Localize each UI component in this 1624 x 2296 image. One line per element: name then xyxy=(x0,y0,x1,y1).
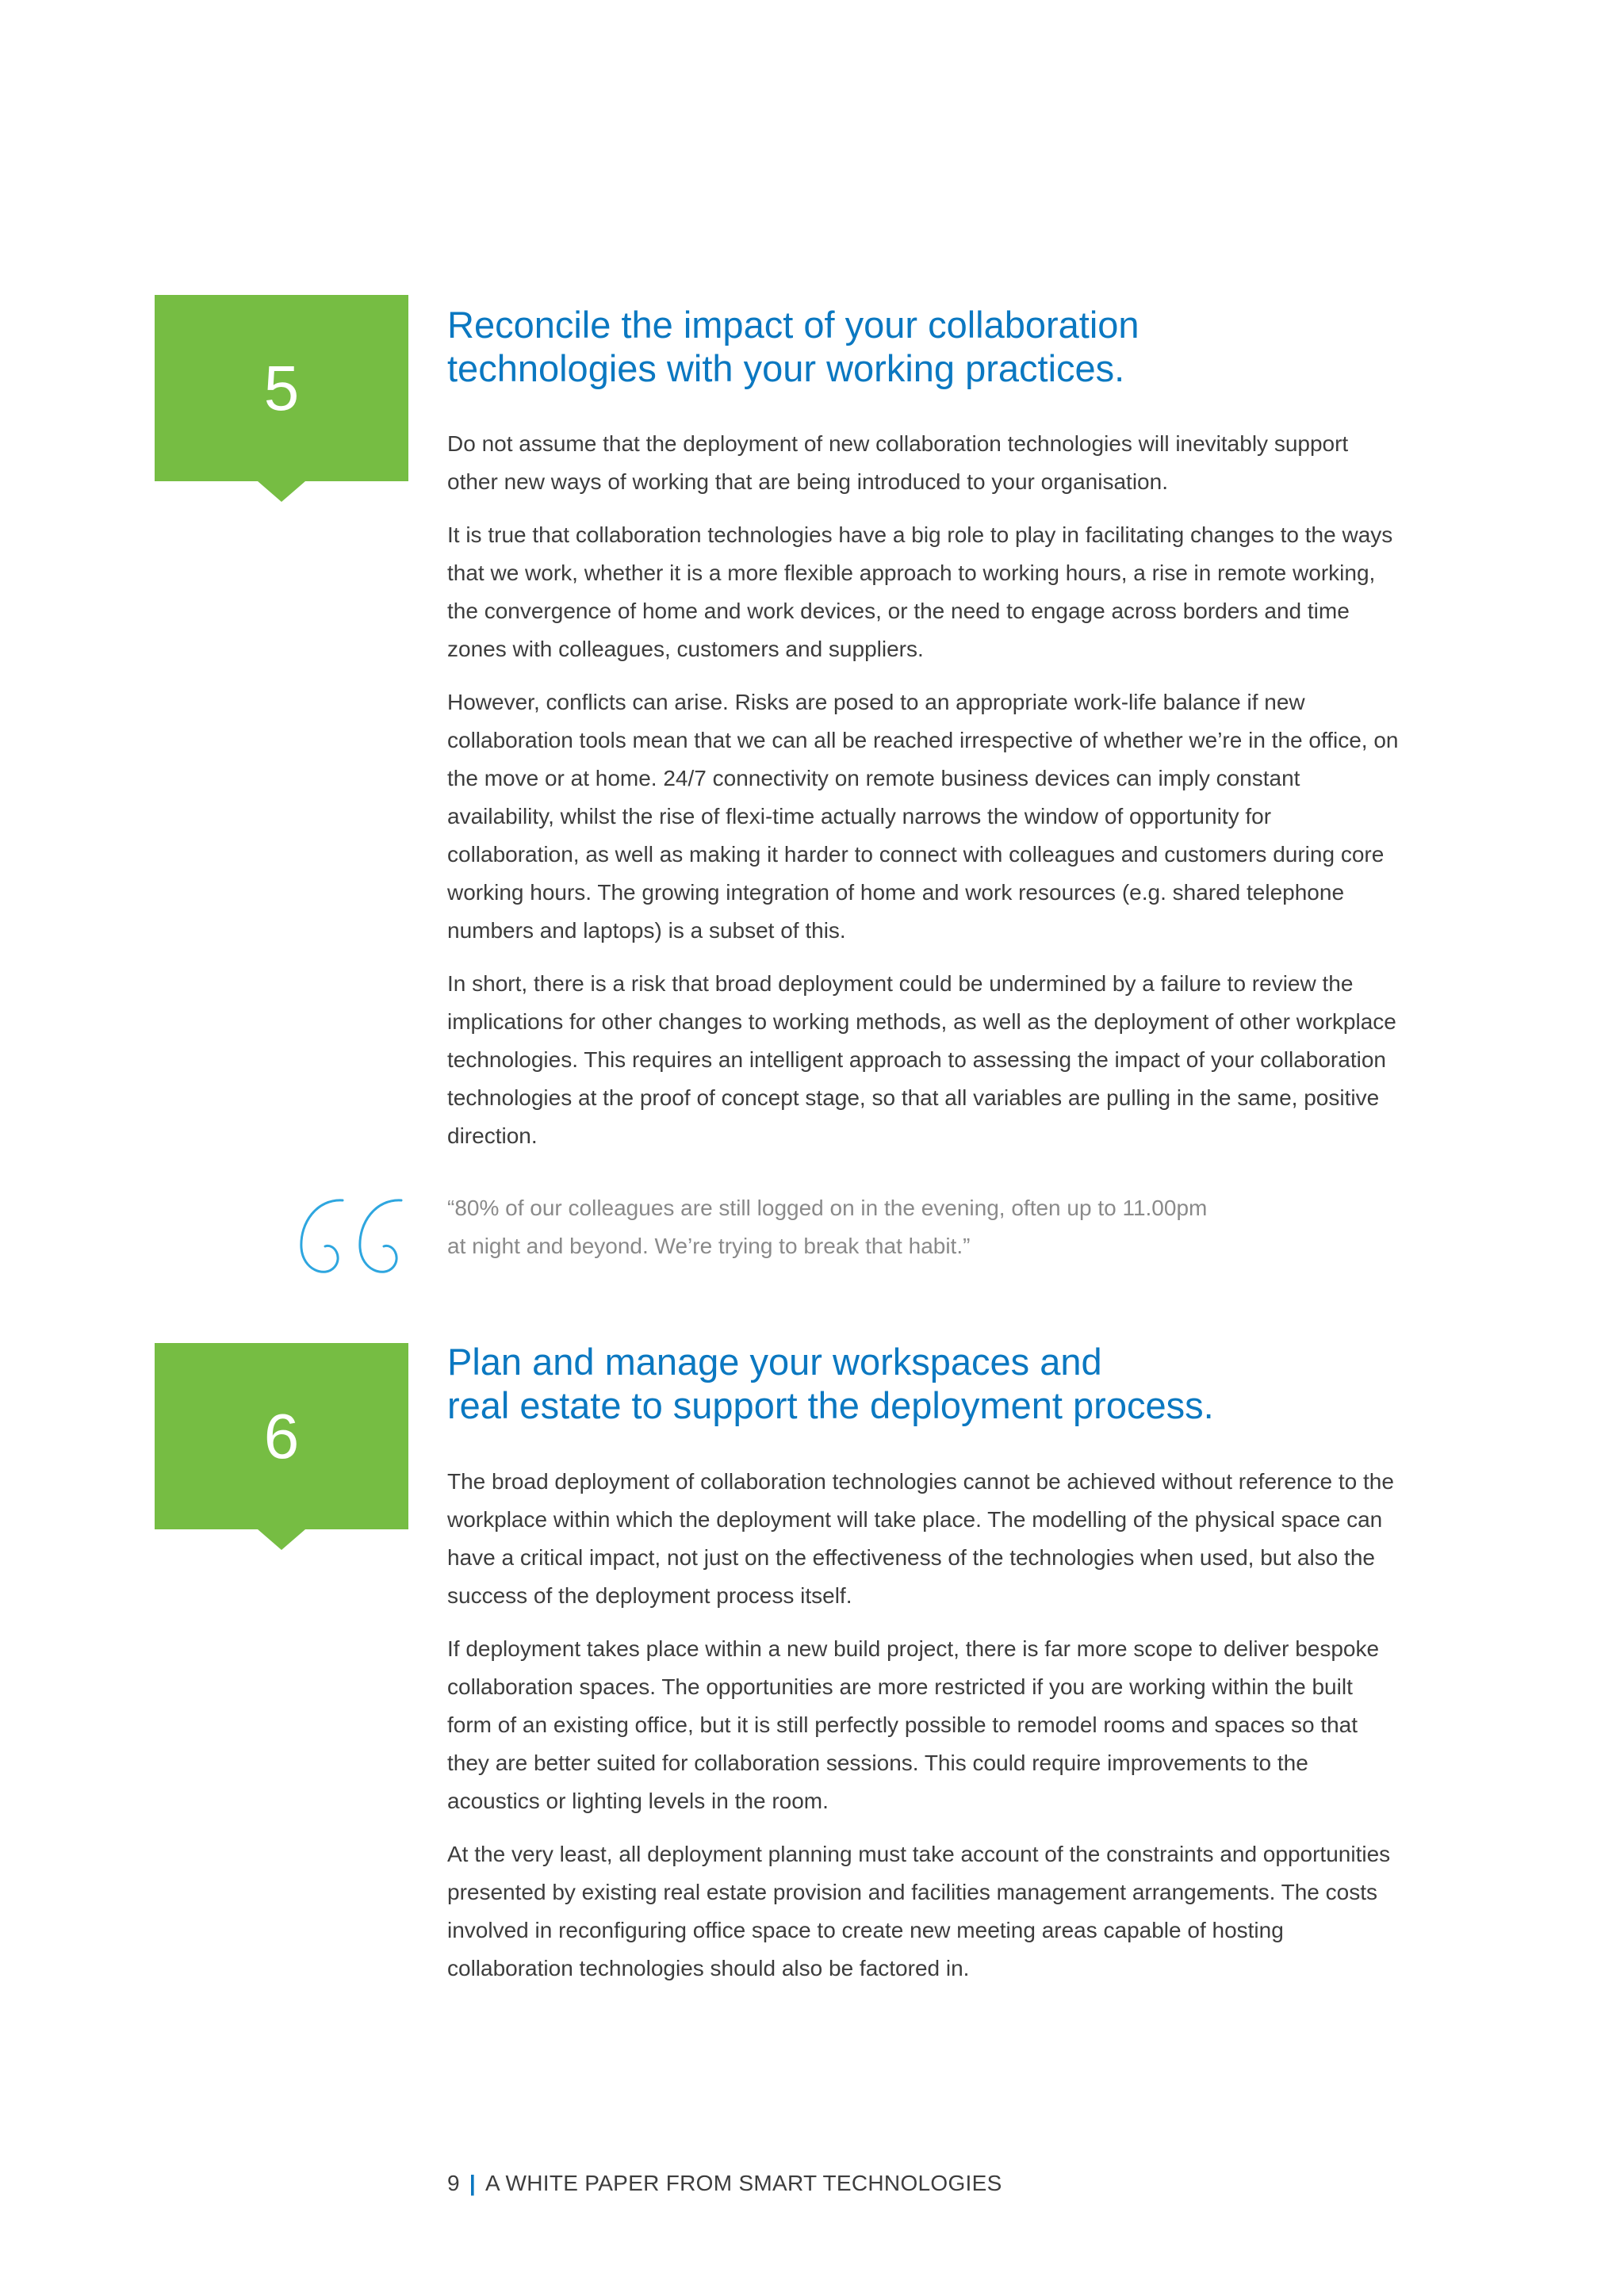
paragraph: At the very least, all deployment planning must take account of the constraints and opportunities presented by existing real estate provision and facilities management arrangements. The costs involved in reconfiguring office space to create new meeting areas capable of hosting collaboration technologies should also be factored in. xyxy=(447,1842,1391,1980)
section-heading xyxy=(447,303,1399,390)
page-number: 9 xyxy=(447,2171,460,2195)
paragraph: In short, there is a risk that broad deployment could be undermined by a failure to review the implications for other changes to working methods, as well as the deployment of other workplace technologies. This requires an intelligent approach to assessing the impact of your collaboration technologies at the proof of concept stage, so that all variables are pulling in the same, positive direction. xyxy=(447,971,1396,1148)
open-quote-icon xyxy=(293,1191,412,1286)
heading-line: real estate to support the deployment process. xyxy=(447,1384,1214,1426)
footer-text: A WHITE PAPER FROM SMART TECHNOLOGIES xyxy=(485,2171,1002,2195)
section-heading xyxy=(447,1340,1399,1427)
quote-line: at night and beyond. We’re trying to break that habit.” xyxy=(447,1234,971,1258)
quote-line: “80% of our colleagues are still logged on in the evening, often up to 11.00pm xyxy=(447,1196,1208,1220)
heading-line: technologies with your working practices. xyxy=(447,347,1125,389)
section-body xyxy=(447,1463,1399,2003)
heading-line: Plan and manage your workspaces and xyxy=(447,1341,1102,1383)
section-number: 6 xyxy=(263,1400,300,1471)
paragraph: If deployment takes place within a new build project, there is far more scope to deliver bespoke collaboration spaces. The opportunities are more restricted if you are working within the built form of an existing office, but it is still perfectly possible to remodel rooms and spaces so that they are better suited for collaboration sessions. This could require improvements to the acoustics or lighting levels in the room. xyxy=(447,1636,1380,1813)
heading-line: Reconcile the impact of your collaboration xyxy=(447,304,1139,346)
paragraph: It is true that collaboration technologies have a big role to play in facilitating changes to the ways that we work, whether it is a more flexible approach to working hours, a rise in remote working, the convergence of home and work devices, or the need to engage across borders and time zones with colleagues, customers and suppliers. xyxy=(447,522,1393,661)
paragraph: The broad deployment of collaboration technologies cannot be achieved without reference to the workplace within which the deployment will take place. The modelling of the physical space can have a critical impact, not just on the effectiveness of the technologies when used, but also the success of the deployment process itself. xyxy=(447,1469,1394,1608)
paragraph: Do not assume that the deployment of new collaboration technologies will inevitably support other new ways of working that are being introduced to your organisation. xyxy=(447,431,1349,494)
section-number-badge xyxy=(155,1343,408,1529)
section-number-badge xyxy=(155,295,408,481)
paragraph: However, conflicts can arise. Risks are posed to an appropriate work-life balance if new collaboration tools mean that we can all be reached irrespective of whether we’re in the office, on the move or at home. 24/7 connectivity on remote business devices can imply constant availability, whilst the rise of flexi-time actually narrows the window of opportunity for collaboration, as well as making it harder to connect with colleagues and customers during core working hours. The growing integration of home and work resources (e.g. shared telephone numbers and laptops) is a subset of this. xyxy=(447,690,1399,943)
section-body xyxy=(447,425,1399,1170)
footer-separator: | xyxy=(469,2171,477,2195)
pull-quote xyxy=(447,1189,1399,1265)
page-footer xyxy=(447,2171,1002,2196)
section-number: 5 xyxy=(263,352,300,423)
